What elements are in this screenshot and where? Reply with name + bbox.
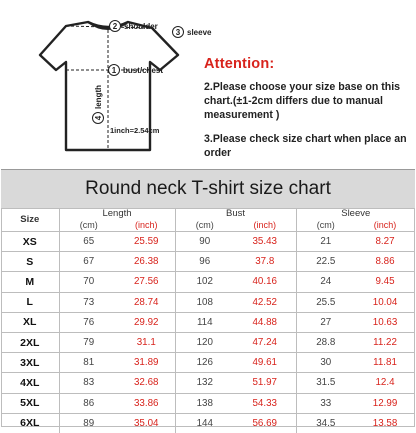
attention-note-check-chart: 3.Please check size chart when place an order	[204, 133, 407, 159]
sleeve-in-cell: 8.27	[355, 232, 415, 252]
table-header-groups	[1, 208, 415, 219]
sleeve-cm-cell: 28.8	[296, 332, 355, 352]
table-row	[1, 272, 415, 292]
bust-in-cell: 44.88	[234, 312, 296, 332]
sleeve-cm-header: (cm)	[296, 219, 355, 232]
sleeve-cm-cell: 33	[296, 393, 355, 413]
table-row	[1, 332, 415, 352]
sleeve-cm-cell: 24	[296, 272, 355, 292]
length-cm-cell: 73	[59, 292, 118, 312]
tshirt-diagram	[0, 0, 200, 168]
table-row	[1, 312, 415, 332]
size-cell: M	[1, 272, 59, 292]
bust-in-cell: 51.97	[234, 373, 296, 393]
length-in-cell: 27.56	[118, 272, 175, 292]
length-in-cell: 29.92	[118, 312, 175, 332]
bust-cm-cell: 108	[175, 292, 234, 312]
length-inch-header: (inch)	[134, 220, 158, 230]
bust-in-cell: 47.24	[234, 332, 296, 352]
table-row	[1, 373, 415, 393]
attention-panel	[204, 56, 410, 170]
bust-in-cell: 56.69	[234, 413, 296, 433]
size-cell: L	[1, 292, 59, 312]
sleeve-in-cell: 9.45	[355, 272, 415, 292]
length-cm-cell: 83	[59, 373, 118, 393]
bust-in-cell: 42.52	[234, 292, 296, 312]
length-cm-cell: 86	[59, 393, 118, 413]
bust-in-cell: 49.61	[234, 353, 296, 373]
bust-cm-cell: 114	[175, 312, 234, 332]
length-in-cell: 35.04	[118, 413, 175, 433]
callout-number: 2	[109, 20, 121, 32]
length-in-cell: 32.68	[118, 373, 175, 393]
size-cell: 3XL	[1, 353, 59, 373]
table-row	[1, 353, 415, 373]
size-cell: 2XL	[1, 332, 59, 352]
table-header-units	[1, 219, 415, 232]
bust-cm-cell: 90	[175, 232, 234, 252]
bust-in-cell: 40.16	[234, 272, 296, 292]
length-in-cell: 28.74	[118, 292, 175, 312]
size-table	[1, 208, 415, 433]
sleeve-cm-cell: 21	[296, 232, 355, 252]
table-row	[1, 413, 415, 433]
bust-callout	[108, 64, 163, 76]
sleeve-in-cell: 11.22	[355, 332, 415, 352]
sleeve-cm-cell: 27	[296, 312, 355, 332]
bust-in-cell: 54.33	[234, 393, 296, 413]
size-chart	[0, 168, 416, 430]
length-in-cell: 33.86	[118, 393, 175, 413]
callout-number: 1	[108, 64, 120, 76]
shoulder-label: shoulder	[124, 21, 158, 31]
callout-number: 4	[92, 112, 104, 124]
sleeve-in-cell: 12.4	[355, 373, 415, 393]
inch-conversion-note: 1inch=2.54cm	[110, 126, 160, 135]
sleeve-in-cell: 10.04	[355, 292, 415, 312]
length-cm-cell: 81	[59, 353, 118, 373]
shoulder-callout	[109, 20, 158, 32]
length-cm-cell: 70	[59, 272, 118, 292]
bust-cm-cell: 102	[175, 272, 234, 292]
sleeve-inch-header: (inch)	[373, 220, 397, 230]
length-cm-cell: 89	[59, 413, 118, 433]
length-cm-cell: 67	[59, 252, 118, 272]
callout-number: 3	[172, 26, 184, 38]
attention-title: Attention:	[204, 56, 275, 72]
bust-cm-cell: 132	[175, 373, 234, 393]
table-row	[1, 252, 415, 272]
sleeve-label: sleeve	[187, 27, 212, 37]
length-in-cell: 31.89	[118, 353, 175, 373]
table-row	[1, 232, 415, 252]
length-in-cell: 26.38	[118, 252, 175, 272]
table-row	[1, 292, 415, 312]
sleeve-cm-cell: 25.5	[296, 292, 355, 312]
length-label: length	[93, 85, 103, 109]
bust-inch-header: (inch)	[253, 220, 277, 230]
length-cm-cell: 65	[59, 232, 118, 252]
size-column-header: Size	[20, 214, 40, 225]
sleeve-cm-cell: 31.5	[296, 373, 355, 393]
size-cell: 4XL	[1, 373, 59, 393]
sleeve-group-header: Sleeve	[296, 208, 415, 219]
sleeve-cm-cell: 34.5	[296, 413, 355, 433]
length-cm-cell: 79	[59, 332, 118, 352]
size-cell: XL	[1, 312, 59, 332]
sleeve-in-cell: 12.99	[355, 393, 415, 413]
sleeve-in-cell: 11.81	[355, 353, 415, 373]
bust-cm-cell: 120	[175, 332, 234, 352]
length-in-cell: 31.1	[118, 332, 175, 352]
bust-label: bust/chest	[123, 65, 164, 75]
bust-cm-cell: 126	[175, 353, 234, 373]
length-cm-header: (cm)	[59, 219, 118, 232]
size-cell: 6XL	[1, 413, 59, 433]
size-rows	[1, 232, 415, 433]
sleeve-in-cell: 8.86	[355, 252, 415, 272]
bust-cm-cell: 138	[175, 393, 234, 413]
sleeve-in-cell: 10.63	[355, 312, 415, 332]
size-cell: XS	[1, 232, 59, 252]
attention-note-size-base: 2.Please choose your size base on this chart.(±1-2cm differs due to manual measurement )	[204, 81, 401, 121]
bust-group-header: Bust	[175, 208, 296, 219]
bust-cm-cell: 144	[175, 413, 234, 433]
bust-cm-cell: 96	[175, 252, 234, 272]
size-cell: S	[1, 252, 59, 272]
table-row	[1, 393, 415, 413]
sleeve-in-cell: 13.58	[355, 413, 415, 433]
size-cell: 5XL	[1, 393, 59, 413]
length-callout	[92, 85, 104, 124]
length-in-cell: 25.59	[118, 232, 175, 252]
sleeve-cm-cell: 22.5	[296, 252, 355, 272]
length-group-header: Length	[59, 208, 175, 219]
bust-in-cell: 37.8	[234, 252, 296, 272]
sleeve-cm-cell: 30	[296, 353, 355, 373]
bust-cm-header: (cm)	[175, 219, 234, 232]
bust-in-cell: 35.43	[234, 232, 296, 252]
size-chart-title: Round neck T-shirt size chart	[1, 169, 415, 208]
sleeve-callout	[172, 26, 211, 38]
length-cm-cell: 76	[59, 312, 118, 332]
